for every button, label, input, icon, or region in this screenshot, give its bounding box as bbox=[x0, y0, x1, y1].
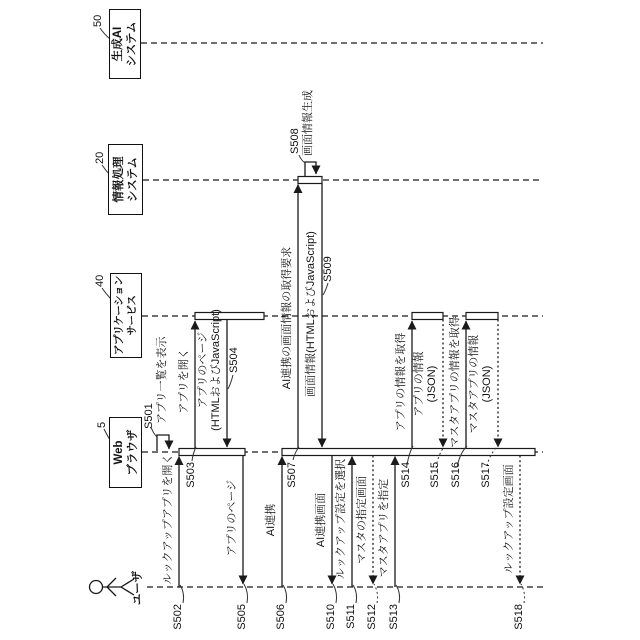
step-label-s510: S510 bbox=[325, 604, 337, 630]
activation-app-service-3 bbox=[466, 313, 498, 320]
ref-numeral-application-service: 40 bbox=[94, 274, 106, 287]
activation-info-system-1 bbox=[298, 177, 322, 184]
message-label-s514: アプリの情報を取得 bbox=[395, 332, 407, 432]
step-label-s512: S512 bbox=[366, 604, 378, 630]
activation-browser-1 bbox=[179, 449, 245, 456]
message-label-s517: マスタアプリの情報 (JSON) bbox=[468, 334, 493, 434]
step-label-s511: S511 bbox=[345, 604, 357, 629]
message-label-s515: アプリの情報 (JSON) bbox=[413, 351, 438, 417]
message-label-s516: マスタアプリの情報を取得 bbox=[449, 316, 461, 448]
message-label-s509: 画面情報(HTMLおよびJavaScript) bbox=[305, 231, 317, 397]
step-label-s515: S515 bbox=[429, 462, 441, 488]
message-label-s518: ルックアップ設定画面 bbox=[503, 464, 515, 574]
leader-s513 bbox=[396, 585, 400, 603]
step-label-s508: S508 bbox=[289, 128, 301, 154]
message-label-s506: AI連携 bbox=[265, 503, 277, 537]
actor-box-information-processing-system: 情報処理 システム bbox=[108, 144, 143, 215]
step-label-s518: S518 bbox=[513, 604, 525, 630]
message-label-s513: マスタアプリを指定 bbox=[378, 478, 390, 578]
actor-label-user: ユーザ bbox=[132, 570, 144, 606]
leader-s510 bbox=[333, 584, 337, 603]
message-label-s512: マスタの指定画面 bbox=[356, 476, 368, 564]
message-label-s502: ルックアップアプリを開く bbox=[162, 453, 174, 585]
step-label-s503: S503 bbox=[185, 462, 197, 488]
message-label-s501: アプリ一覧を表示 bbox=[156, 336, 168, 424]
leader-s504 bbox=[228, 375, 233, 389]
step-label-s502: S502 bbox=[172, 604, 184, 630]
user-stick-figure-icon bbox=[90, 578, 135, 596]
message-label-s508: 画面情報生成 bbox=[302, 90, 314, 156]
step-label-s505: S505 bbox=[236, 604, 248, 630]
step-label-s507: S507 bbox=[286, 462, 298, 488]
step-label-s501: S501 bbox=[143, 403, 155, 429]
leader-s508 bbox=[299, 155, 305, 163]
ref-numeral-information-processing-system: 20 bbox=[94, 151, 106, 164]
actor-box-application-service: アプリケーション サービス bbox=[110, 273, 142, 358]
activation-app-service-2 bbox=[412, 313, 443, 320]
message-label-s504: アプリのページ (HTMLおよびJavaScript) bbox=[197, 309, 222, 431]
ref-numeral-generative-ai-system: 50 bbox=[92, 14, 104, 27]
step-label-s516: S516 bbox=[450, 462, 462, 488]
step-label-s513: S513 bbox=[388, 604, 400, 630]
arrow-s508-self bbox=[305, 162, 316, 176]
leader-s506 bbox=[283, 585, 287, 603]
message-label-s511: ルックアップ設定を選択 bbox=[335, 458, 347, 580]
step-label-s506: S506 bbox=[275, 604, 287, 630]
arrow-s501-self bbox=[157, 435, 169, 451]
message-label-s503: アプリを開く bbox=[178, 348, 190, 414]
message-label-s510: AI連携画面 bbox=[315, 492, 327, 548]
actor-box-generative-ai-system: 生成AI システム bbox=[109, 9, 141, 79]
leader-s509 bbox=[323, 283, 328, 295]
ref-numeral-web-browser: 5 bbox=[96, 421, 108, 428]
activation-browser-2 bbox=[282, 449, 535, 456]
leader-s511 bbox=[353, 585, 357, 603]
step-label-s504: S504 bbox=[228, 347, 240, 373]
step-label-s509: S509 bbox=[322, 256, 334, 282]
message-label-s507: AI連携の画面情報の取得要求 bbox=[281, 246, 293, 390]
message-label-s505: アプリのページ bbox=[226, 479, 238, 557]
step-label-s517: S517 bbox=[480, 462, 492, 488]
actor-box-web-browser: Web ブラウザ bbox=[109, 417, 142, 488]
step-label-s514: S514 bbox=[400, 462, 412, 488]
leader-s502 bbox=[180, 585, 184, 603]
